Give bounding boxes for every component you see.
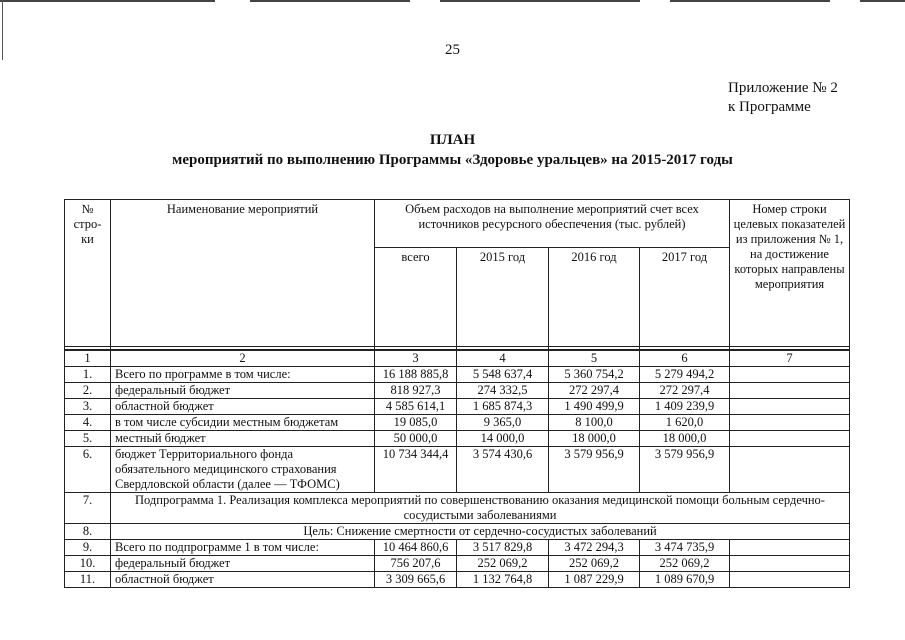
table-row xyxy=(65,431,850,447)
page-number: 25 xyxy=(445,42,460,58)
value-2015: 252 069,2 xyxy=(457,556,549,572)
value-2016: 3 579 956,9 xyxy=(549,447,640,493)
edge-segment xyxy=(440,0,640,2)
value-2017: 18 000,0 xyxy=(640,431,730,447)
goal-row xyxy=(65,524,850,540)
subprogram-title: Подпрограмма 1. Реализация комплекса мероприятий по совершенствованию оказания медицинской помощи больным сердечно-сосудистыми заболеваниями xyxy=(111,493,850,524)
row-number: 10. xyxy=(65,556,111,572)
plan-table xyxy=(64,199,850,588)
value-total: 756 207,6 xyxy=(375,556,457,572)
table-row xyxy=(65,415,850,431)
value-2015: 1 132 764,8 xyxy=(457,572,549,588)
value-2016: 18 000,0 xyxy=(549,431,640,447)
target-ref xyxy=(730,572,850,588)
value-2015: 1 685 874,3 xyxy=(457,399,549,415)
table-row xyxy=(65,399,850,415)
colnum: 1 xyxy=(65,350,111,367)
appendix-line-1: Приложение № 2 xyxy=(728,80,838,96)
goal-text: Цель: Снижение смертности от сердечно-сосудистых заболеваний xyxy=(111,524,850,540)
value-2017: 5 279 494,2 xyxy=(640,367,730,383)
value-total: 19 085,0 xyxy=(375,415,457,431)
value-2016: 8 100,0 xyxy=(549,415,640,431)
table-row xyxy=(65,383,850,399)
row-number: 6. xyxy=(65,447,111,493)
row-name: областной бюджет xyxy=(111,399,375,415)
target-ref xyxy=(730,431,850,447)
target-ref xyxy=(730,556,850,572)
value-total: 3 309 665,6 xyxy=(375,572,457,588)
colnum: 2 xyxy=(111,350,375,367)
target-ref xyxy=(730,540,850,556)
table-row xyxy=(65,447,850,493)
row-number: 8. xyxy=(65,524,111,540)
value-2017: 3 579 956,9 xyxy=(640,447,730,493)
value-total: 818 927,3 xyxy=(375,383,457,399)
row-name: федеральный бюджет xyxy=(111,383,375,399)
table-row xyxy=(65,367,850,383)
row-name: в том числе субсидии местным бюджетам xyxy=(111,415,375,431)
target-ref xyxy=(730,447,850,493)
value-2017: 1 620,0 xyxy=(640,415,730,431)
header-volume: Объем расходов на выполнение мероприятий счет всех источников ресурсного обеспечения (тыс. рублей) xyxy=(375,200,730,248)
value-total: 4 585 614,1 xyxy=(375,399,457,415)
edge-segment xyxy=(860,0,905,2)
value-2015: 274 332,5 xyxy=(457,383,549,399)
value-total: 10 464 860,6 xyxy=(375,540,457,556)
colnum: 3 xyxy=(375,350,457,367)
table-row xyxy=(65,540,850,556)
value-2016: 3 472 294,3 xyxy=(549,540,640,556)
edge-segment xyxy=(670,0,830,2)
value-2015: 9 365,0 xyxy=(457,415,549,431)
edge-segment xyxy=(250,0,410,2)
header-total: всего xyxy=(375,248,457,347)
value-2015: 5 548 637,4 xyxy=(457,367,549,383)
page-title xyxy=(0,130,905,170)
value-2015: 3 517 829,8 xyxy=(457,540,549,556)
top-edge xyxy=(0,0,905,4)
value-2016: 5 360 754,2 xyxy=(549,367,640,383)
title-line-1: ПЛАН xyxy=(429,132,476,148)
value-total: 16 188 885,8 xyxy=(375,367,457,383)
header-2016: 2016 год xyxy=(549,248,640,347)
header-target: Номер строки целевых показателей из приложения № 1, на достижение которых направлены мероприятия xyxy=(730,200,850,347)
row-name: областной бюджет xyxy=(111,572,375,588)
colnum: 7 xyxy=(730,350,850,367)
appendix-line-2: к Программе xyxy=(728,99,811,115)
edge-segment xyxy=(0,0,215,2)
row-number: 11. xyxy=(65,572,111,588)
row-number: 7. xyxy=(65,493,111,524)
target-ref xyxy=(730,399,850,415)
table-row xyxy=(65,556,850,572)
row-number: 1. xyxy=(65,367,111,383)
value-total: 50 000,0 xyxy=(375,431,457,447)
appendix-label xyxy=(728,79,838,117)
value-2017: 3 474 735,9 xyxy=(640,540,730,556)
row-number: 5. xyxy=(65,431,111,447)
value-2015: 3 574 430,6 xyxy=(457,447,549,493)
row-name: Всего по подпрограмме 1 в том числе: xyxy=(111,540,375,556)
target-ref xyxy=(730,367,850,383)
header-2017: 2017 год xyxy=(640,248,730,347)
row-number: 4. xyxy=(65,415,111,431)
value-2016: 252 069,2 xyxy=(549,556,640,572)
value-2017: 1 409 239,9 xyxy=(640,399,730,415)
value-2016: 1 087 229,9 xyxy=(549,572,640,588)
value-2016: 272 297,4 xyxy=(549,383,640,399)
row-name: бюджет Территориального фонда обязательного медицинского страхования Свердловской области (далее — ТФОМС) xyxy=(111,447,375,493)
row-name: местный бюджет xyxy=(111,431,375,447)
colnum: 6 xyxy=(640,350,730,367)
target-ref xyxy=(730,415,850,431)
row-number: 9. xyxy=(65,540,111,556)
table-row xyxy=(65,572,850,588)
row-number: 3. xyxy=(65,399,111,415)
title-line-2: мероприятий по выполнению Программы «Здоровье уральцев» на 2015-2017 годы xyxy=(172,152,733,168)
row-name: Всего по программе в том числе: xyxy=(111,367,375,383)
value-2017: 252 069,2 xyxy=(640,556,730,572)
target-ref xyxy=(730,383,850,399)
colnum: 5 xyxy=(549,350,640,367)
value-2016: 1 490 499,9 xyxy=(549,399,640,415)
column-numbers-row xyxy=(65,350,850,367)
row-number: 2. xyxy=(65,383,111,399)
value-2017: 1 089 670,9 xyxy=(640,572,730,588)
value-total: 10 734 344,4 xyxy=(375,447,457,493)
header-no: № стро-ки xyxy=(65,200,111,347)
value-2017: 272 297,4 xyxy=(640,383,730,399)
row-name: федеральный бюджет xyxy=(111,556,375,572)
header-2015: 2015 год xyxy=(457,248,549,347)
value-2015: 14 000,0 xyxy=(457,431,549,447)
subprogram-row xyxy=(65,493,850,524)
colnum: 4 xyxy=(457,350,549,367)
header-name: Наименование мероприятий xyxy=(111,200,375,347)
